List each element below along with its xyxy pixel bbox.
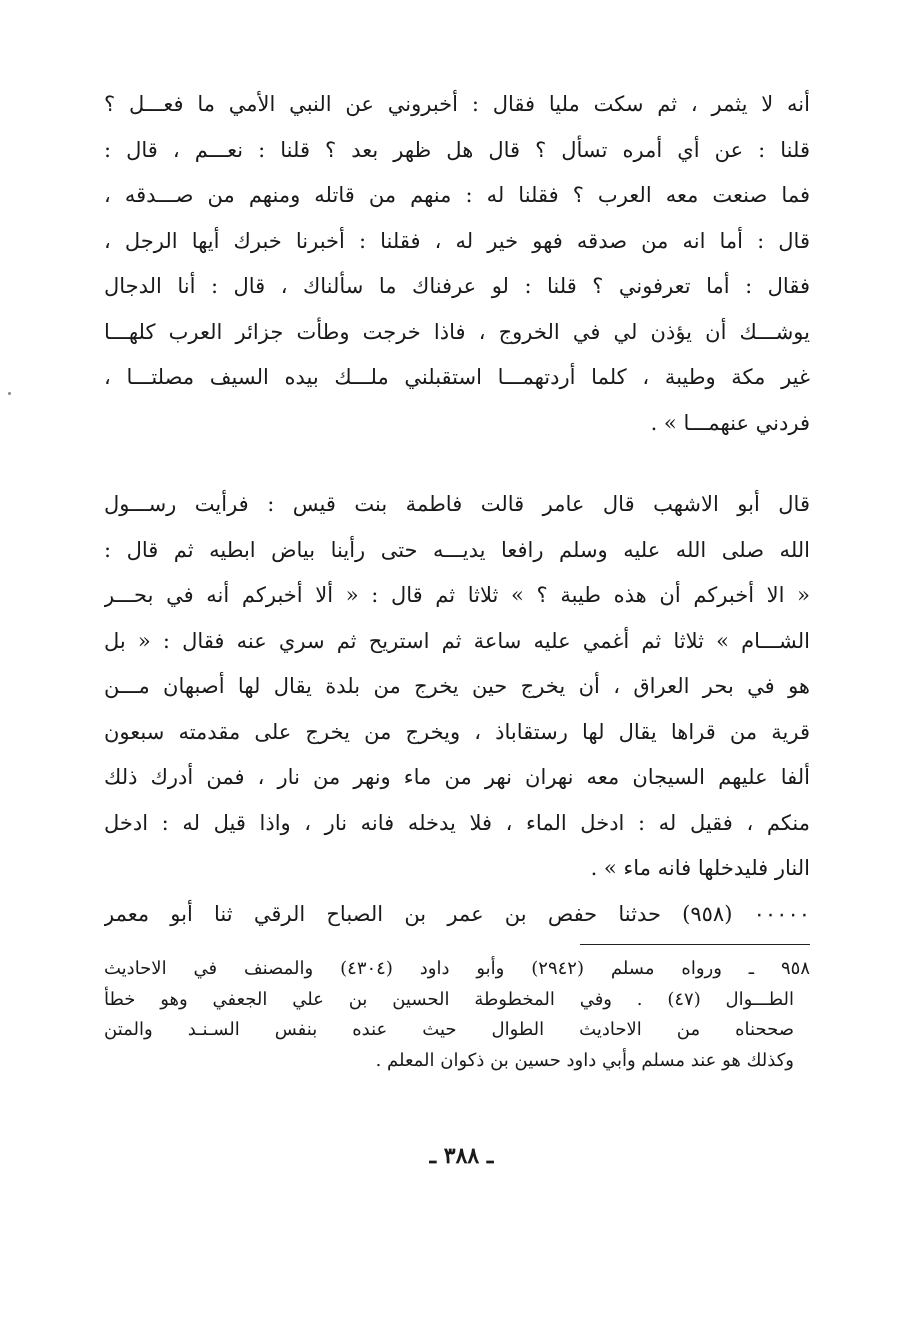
text-line: أنه لا يثمر ، ثم سكت مليا فقال : أخبروني عن النبي الأمي ما فعـــل ؟	[104, 92, 810, 116]
text-line: قلنا : عن أي أمره تسأل ؟ قال هل ظهر بعد ؟ قلنا : نعـــم ، قال :	[104, 137, 810, 162]
footnote-line: صححناه من الاحاديث الطوال حيث عنده بنفس السـنـد والمتن	[104, 1019, 794, 1040]
text-line: فقال : أما تعرفوني ؟ قلنا : لو عرفناك ما سألناك ، قال : أنا الدجال	[104, 274, 810, 298]
text-line: ٠٠٠٠٠ (٩٥٨) حدثنا حفص بن عمر بن الصباح الرقي ثنا أبو معمر	[104, 901, 810, 926]
main-text	[104, 82, 810, 937]
text-line: « الا أخبركم أن هذه طيبة ؟ » ثلاثا ثم قال : « ألا أخبركم أنه في بحـــر	[104, 583, 810, 607]
footnote-divider	[580, 944, 810, 945]
paragraph-1	[104, 82, 810, 446]
paragraph-3	[104, 892, 810, 938]
text-line: الله صلى الله عليه وسلم رافعا يديـــه حتى رأينا بياض ابطيه ثم قال :	[104, 537, 810, 562]
page-number: ـ ٣٨٨ ـ	[429, 1143, 494, 1169]
text-line: قال أبو الاشهب قال عامر قالت فاطمة بنت قيس : فرأيت رســـول	[104, 492, 810, 516]
footnote-line: ٩٥٨ ـ ورواه مسلم (٢٩٤٢) وأبو داود (٤٣٠٤) والمصنف في الاحاديث	[104, 958, 810, 979]
text-line: قال : أما انه من صدقه فهو خير له ، فقلنا : أخبرنا خبرك أيها الرجل ،	[104, 228, 810, 253]
text-line: هو في بحر العراق ، أن يخرج حين يخرج من بلدة يقال لها أصبهان مـــن	[104, 674, 810, 698]
text-line: الشـــام » ثلاثا ثم أغمي عليه ساعة ثم استريح ثم سري عنه فقال : « بل	[104, 628, 810, 653]
footnote-line: الطـــوال (٤٧) . وفي المخطوطة الحسين بن علي الجعفي وهو خطأ	[104, 988, 794, 1010]
footnote-line: وكذلك هو عند مسلم وأبي داود حسين بن ذكوان المعلم .	[375, 1049, 794, 1071]
text-line: منكم ، فقيل له : ادخل الماء ، فلا يدخله فانه نار ، واذا قيل له : ادخل	[104, 810, 810, 835]
paragraph-gap	[104, 446, 810, 482]
text-line: ألفا عليهم السيجان معه نهران نهر من ماء ونهر من نار ، فمن أدرك ذلك	[104, 765, 810, 789]
text-line: فما صنعت معه العرب ؟ فقلنا له : منهم من قاتله ومنهم من صـــدقه ،	[104, 183, 810, 207]
text-line: يوشـــك أن يؤذن لي في الخروج ، فاذا خرجت وطأت جزائر العرب كلهـــا	[104, 319, 810, 344]
footnotes	[104, 954, 810, 1076]
scan-speck	[8, 392, 11, 395]
text-line: فردني عنهمـــا » .	[650, 410, 810, 435]
text-line: النار فليدخلها فانه ماء » .	[590, 856, 810, 880]
text-line: غير مكة وطيبة ، كلما أردتهمـــا استقبلني ملـــك بيده السيف مصلتـــا ،	[104, 365, 810, 389]
text-line: قرية من قراها يقال لها رستقاباذ ، ويخرج من يخرج على مقدمته سبعون	[104, 719, 810, 744]
paragraph-2	[104, 482, 810, 892]
